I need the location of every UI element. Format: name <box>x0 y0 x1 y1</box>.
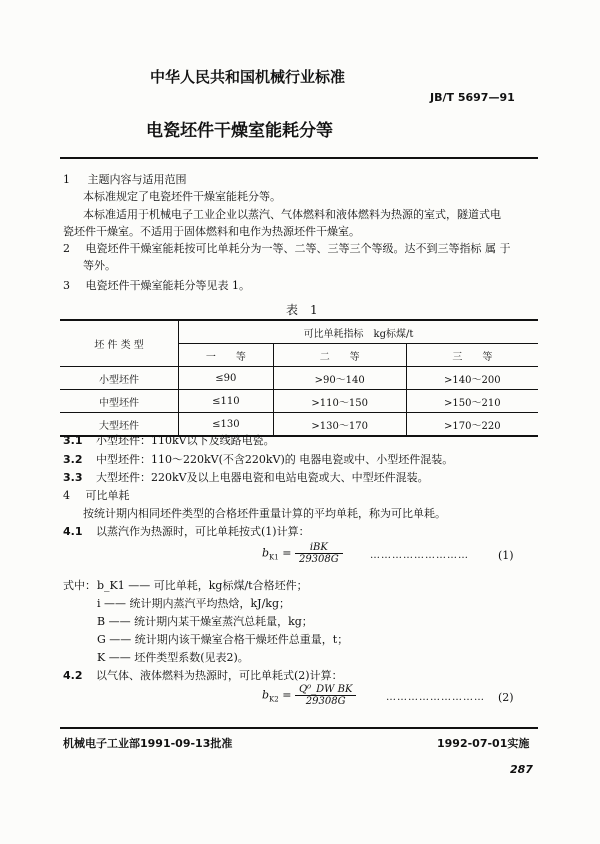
sec4-heading <box>63 488 130 503</box>
clause-4-2-text: 以气体、液体燃料为热源时，可比单耗式(2)计算： <box>96 669 343 682</box>
header-rule <box>60 157 538 159</box>
where-line-2: i —— 统计期内蒸汽平均热焓，kJ/kg； <box>97 597 290 610</box>
clause-3-3-text: 大型坯件：220kV及以上电器电瓷和电站电瓷或大、中型坯件混装。 <box>96 471 429 484</box>
formula-1 <box>262 542 343 565</box>
where-line-4: G —— 统计期内该干燥室合格干燥坯件总重量，t； <box>97 633 349 646</box>
clause-3-1-text: 小型坯件：110kV以下及线路电瓷。 <box>96 434 275 447</box>
row-grade-1: ≤90 <box>179 367 274 390</box>
sec1-para2-line1: 本标准适用于机械电子工业企业以蒸汽、气体燃料和液体燃料为热源的室式，隧道式电 <box>83 208 501 221</box>
row-grade-3: >170～220 <box>406 413 538 437</box>
formula-1-number: (1) <box>498 549 514 562</box>
clause-4-2 <box>63 668 343 683</box>
formula-2-eq: = <box>282 688 292 702</box>
sec4-title: 可比单耗 <box>85 489 130 502</box>
table-row <box>60 367 538 390</box>
sec4-number: 4 <box>63 489 70 502</box>
row-grade-3: >140～200 <box>406 367 538 390</box>
sec3-text: 电瓷坯件干燥室能耗分等见表 1。 <box>85 279 250 292</box>
clause-3-1 <box>63 433 275 448</box>
formula-1-eq: = <box>282 546 292 560</box>
where-line-1: b_K1 —— 可比单耗，kg标煤/t合格坯件； <box>97 579 308 592</box>
formula-1-dots: ……………………… <box>370 550 469 561</box>
clause-3-3-number: 3.3 <box>63 471 83 484</box>
page-number: 287 <box>510 763 533 776</box>
formula-2-dots: ……………………… <box>386 692 485 703</box>
implementation-date: 1992-07-01实施 <box>437 737 530 750</box>
clause-3-1-number: 3.1 <box>63 434 83 447</box>
formula-2 <box>262 684 356 707</box>
sec1-title: 主题内容与适用范围 <box>87 173 187 186</box>
sec1-para2-line2: 瓷坯件干燥室。不适用于固体燃料和电作为热源坯件干燥室。 <box>63 225 360 238</box>
clause-4-1 <box>63 524 310 539</box>
sec3-line <box>63 278 250 293</box>
clause-3-2-number: 3.2 <box>63 453 83 466</box>
sec4-para: 按统计期内相同坯件类型的合格坯件重量计算的平均单耗，称为可比单耗。 <box>83 507 446 520</box>
grade-3-header: 三 等 <box>406 344 538 367</box>
document-title: 电瓷坯件干燥室能耗分等 <box>146 121 333 141</box>
approval-note: 机械电子工业部1991-09-13批准 <box>63 737 233 750</box>
clause-3-3 <box>63 470 429 485</box>
row-grade-1: ≤110 <box>179 390 274 413</box>
formula-2-fraction <box>295 684 357 707</box>
sec2-number: 2 <box>63 242 70 255</box>
col-type-header: 坯 件 类 型 <box>60 320 179 367</box>
row-grade-1: ≤130 <box>179 413 274 437</box>
formula-1-sub: K1 <box>269 553 279 562</box>
sec2-line2: 等外。 <box>83 259 116 272</box>
standard-code: JB/T 5697—91 <box>430 91 515 104</box>
where-line-3: B —— 统计期内某干燥室蒸汽总耗量，kg； <box>97 615 313 628</box>
clause-4-1-text: 以蒸汽作为热源时，可比单耗按式(1)计算： <box>96 525 310 538</box>
standard-org: 中华人民共和国机械行业标准 <box>150 68 346 86</box>
row-grade-2: >110～150 <box>273 390 406 413</box>
table-row <box>60 390 538 413</box>
group-header: 可比单耗指标 kg标煤/t <box>179 320 539 344</box>
formula-1-fraction <box>295 542 343 565</box>
formula-2-number: (2) <box>498 691 514 704</box>
sec2-text: 电瓷坯件干燥室能耗按可比单耗分为一等、二等、三等三个等级。达不到三等指标 属 于 <box>85 242 511 255</box>
clause-4-2-number: 4.2 <box>63 669 83 682</box>
formula-2-denominator: 29308G <box>305 696 346 707</box>
sec3-number: 3 <box>63 279 70 292</box>
where-line-5: K —— 坯件类型系数(见表2)。 <box>97 651 249 664</box>
row-type: 大型坯件 <box>60 413 179 437</box>
grade-1-header: 一 等 <box>179 344 274 367</box>
table-header-row <box>60 320 538 344</box>
row-type: 中型坯件 <box>60 390 179 413</box>
where-lead: 式中： <box>63 579 96 592</box>
sec1-number: 1 <box>63 173 70 186</box>
clause-3-2 <box>63 452 453 467</box>
energy-grade-table <box>60 319 538 437</box>
footer-rule <box>60 727 538 729</box>
formula-2-numerator: Q⁰_DW BK <box>295 684 357 696</box>
formula-1-numerator: iBK <box>295 542 343 554</box>
sec1-heading <box>63 172 187 187</box>
formula-2-sub: K2 <box>269 695 279 704</box>
grade-2-header: 二 等 <box>273 344 406 367</box>
table-caption: 表 1 <box>286 303 318 317</box>
row-grade-3: >150～210 <box>406 390 538 413</box>
row-grade-2: >130～170 <box>273 413 406 437</box>
row-type: 小型坯件 <box>60 367 179 390</box>
sec2-line1 <box>63 241 511 256</box>
clause-4-1-number: 4.1 <box>63 525 83 538</box>
clause-3-2-text: 中型坯件：110～220kV(不含220kV)的 电器电瓷或中、小型坯件混装。 <box>96 453 454 466</box>
formula-1-lhs: b <box>262 546 270 560</box>
row-grade-2: >90～140 <box>273 367 406 390</box>
formula-1-denominator: 29308G <box>298 554 339 565</box>
sec1-para1: 本标准规定了电瓷坯件干燥室能耗分等。 <box>83 190 281 203</box>
formula-2-lhs: b <box>262 688 270 702</box>
